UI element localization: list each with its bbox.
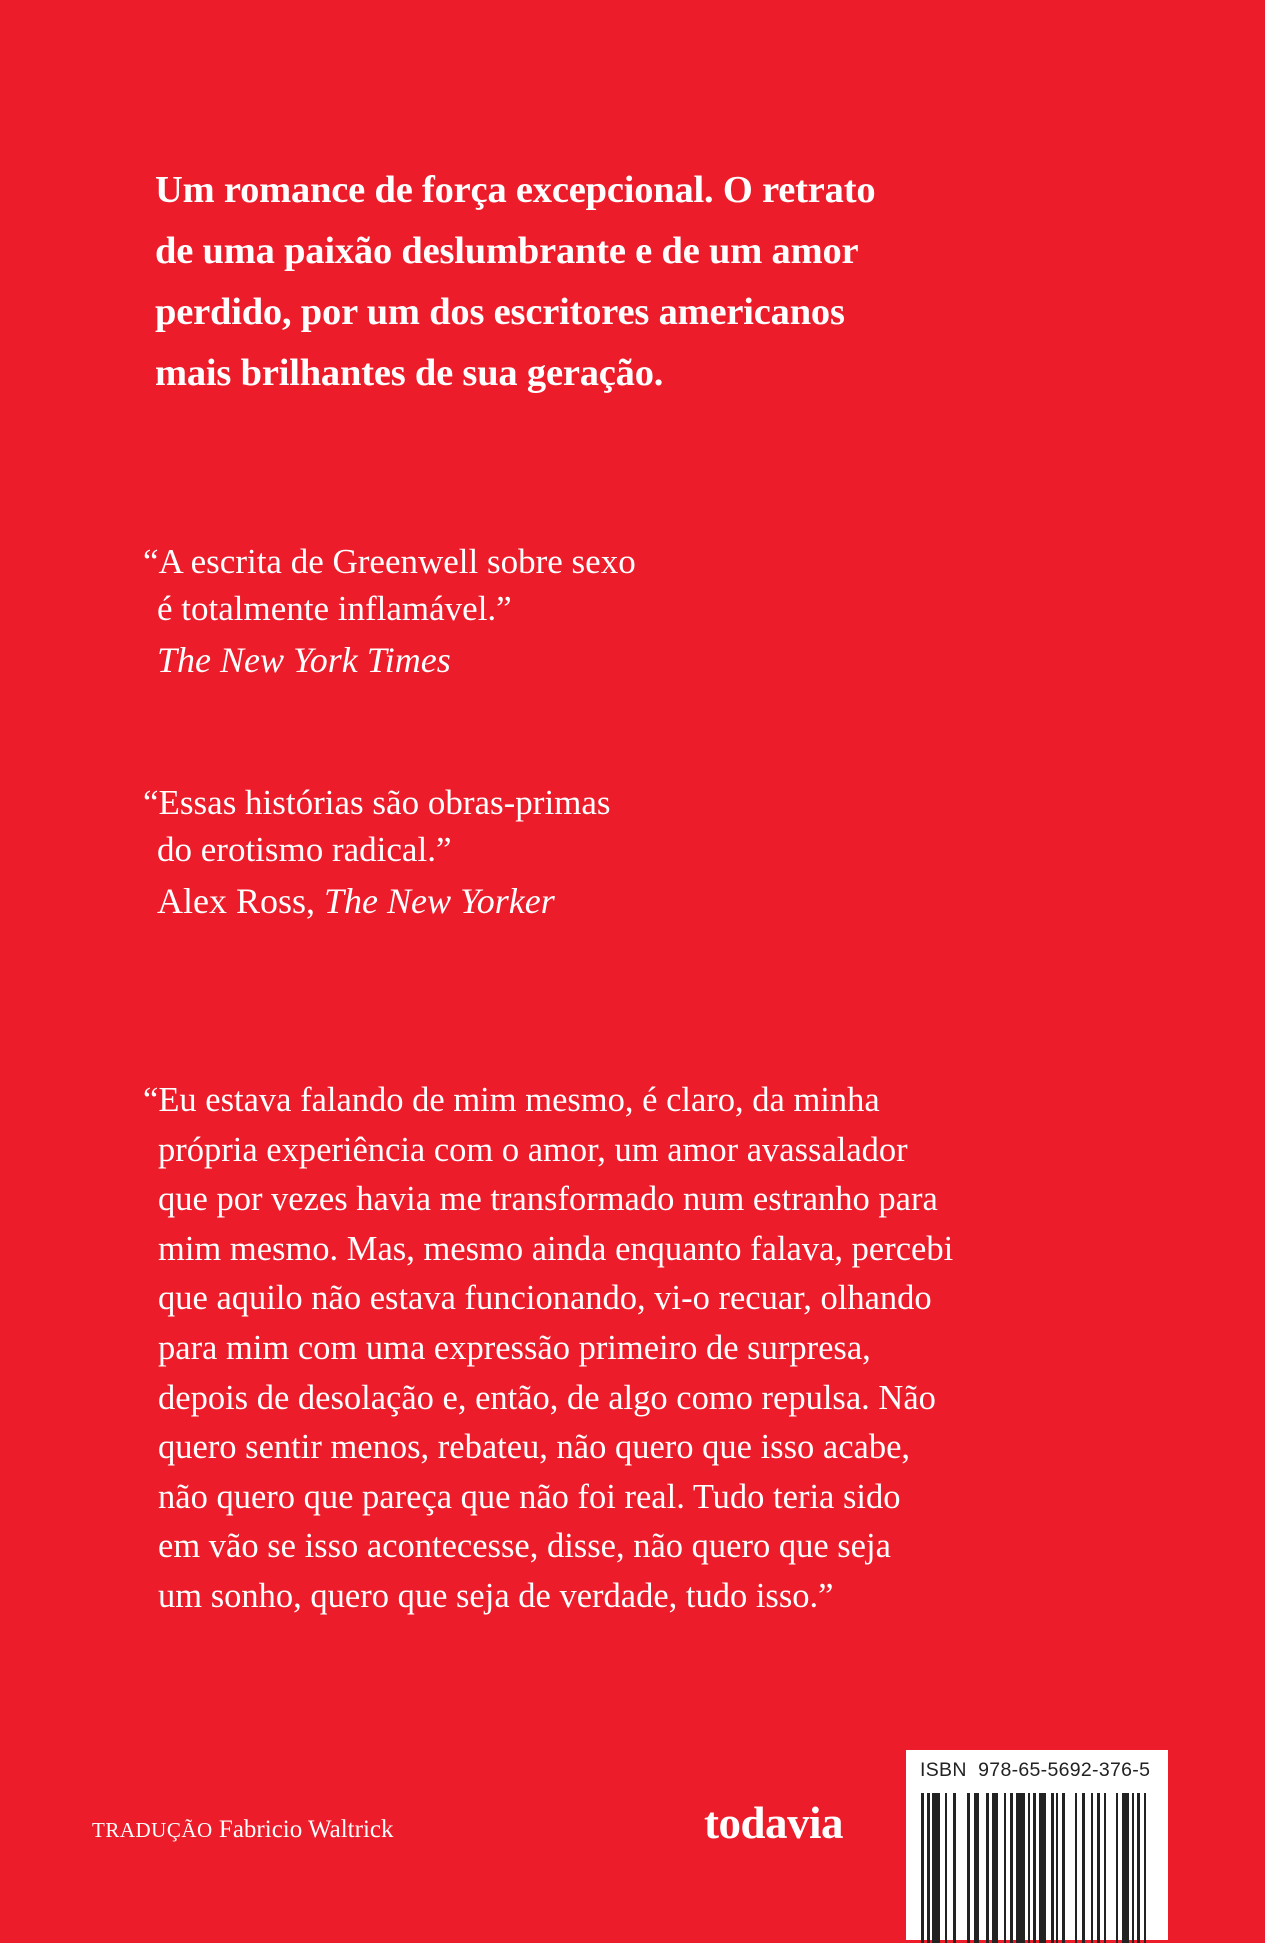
excerpt-line: para mim com uma expressão primeiro de surpresa, [158, 1328, 871, 1367]
blurb-line: perdido, por um dos escritores americanos [155, 291, 845, 333]
review-quote-new-yorker [143, 779, 843, 925]
review-source [143, 637, 843, 684]
review-publication: The New Yorker [324, 881, 555, 921]
isbn-barcode [906, 1750, 1168, 1940]
blurb-line: de uma paixão deslumbrante e de um amor [155, 230, 859, 272]
blurb-line: mais brilhantes de sua geração. [155, 352, 664, 394]
review-author: Alex Ross, [157, 881, 316, 921]
review-line: “A escrita de Greenwell sobre sexo [143, 542, 636, 581]
review-quote-nyt [143, 538, 843, 684]
excerpt-line: que por vezes havia me transformado num estranho para [158, 1180, 938, 1219]
review-publication: The New York Times [157, 640, 451, 680]
excerpt-line: mim mesmo. Mas, mesmo ainda enquanto falava, percebi [158, 1229, 954, 1268]
excerpt-line: não quero que pareça que não foi real. Tudo teria sido [158, 1477, 901, 1516]
excerpt-line: própria experiência com o amor, um amor avassalador [158, 1130, 908, 1169]
isbn-number: 978-65-5692-376-5 [978, 1759, 1151, 1781]
review-line: do erotismo radical.” [157, 830, 452, 869]
excerpt-line: que aquilo não estava funcionando, vi-o recuar, olhando [158, 1279, 932, 1318]
excerpt-line: em vão se isso acontecesse, disse, não quero que seja [158, 1527, 891, 1566]
review-line: “Essas histórias são obras-primas [143, 783, 611, 822]
barcode-icon [921, 1793, 1149, 1943]
excerpt-line: depois de desolação e, então, de algo como repulsa. Não [158, 1378, 936, 1417]
review-line: é totalmente inflamável.” [157, 589, 512, 628]
translation-label: TRADUÇÃO [92, 1818, 213, 1842]
isbn-label: ISBN [920, 1759, 967, 1781]
excerpt-line: “Eu estava falando de mim mesmo, é claro, da minha [143, 1081, 880, 1119]
book-excerpt [143, 1076, 1143, 1622]
isbn-text [920, 1759, 1150, 1782]
translator-credit [92, 1816, 393, 1844]
translator-name: Fabricio Waltrick [218, 1816, 394, 1843]
blurb [155, 160, 1055, 404]
blurb-line: Um romance de força excepcional. O retrato [155, 169, 876, 211]
review-source [143, 878, 843, 925]
excerpt-line: quero sentir menos, rebateu, não quero que isso acabe, [158, 1428, 911, 1467]
excerpt-line: um sonho, quero que seja de verdade, tudo isso.” [158, 1576, 834, 1615]
publisher-logo: todavia [704, 1798, 844, 1848]
